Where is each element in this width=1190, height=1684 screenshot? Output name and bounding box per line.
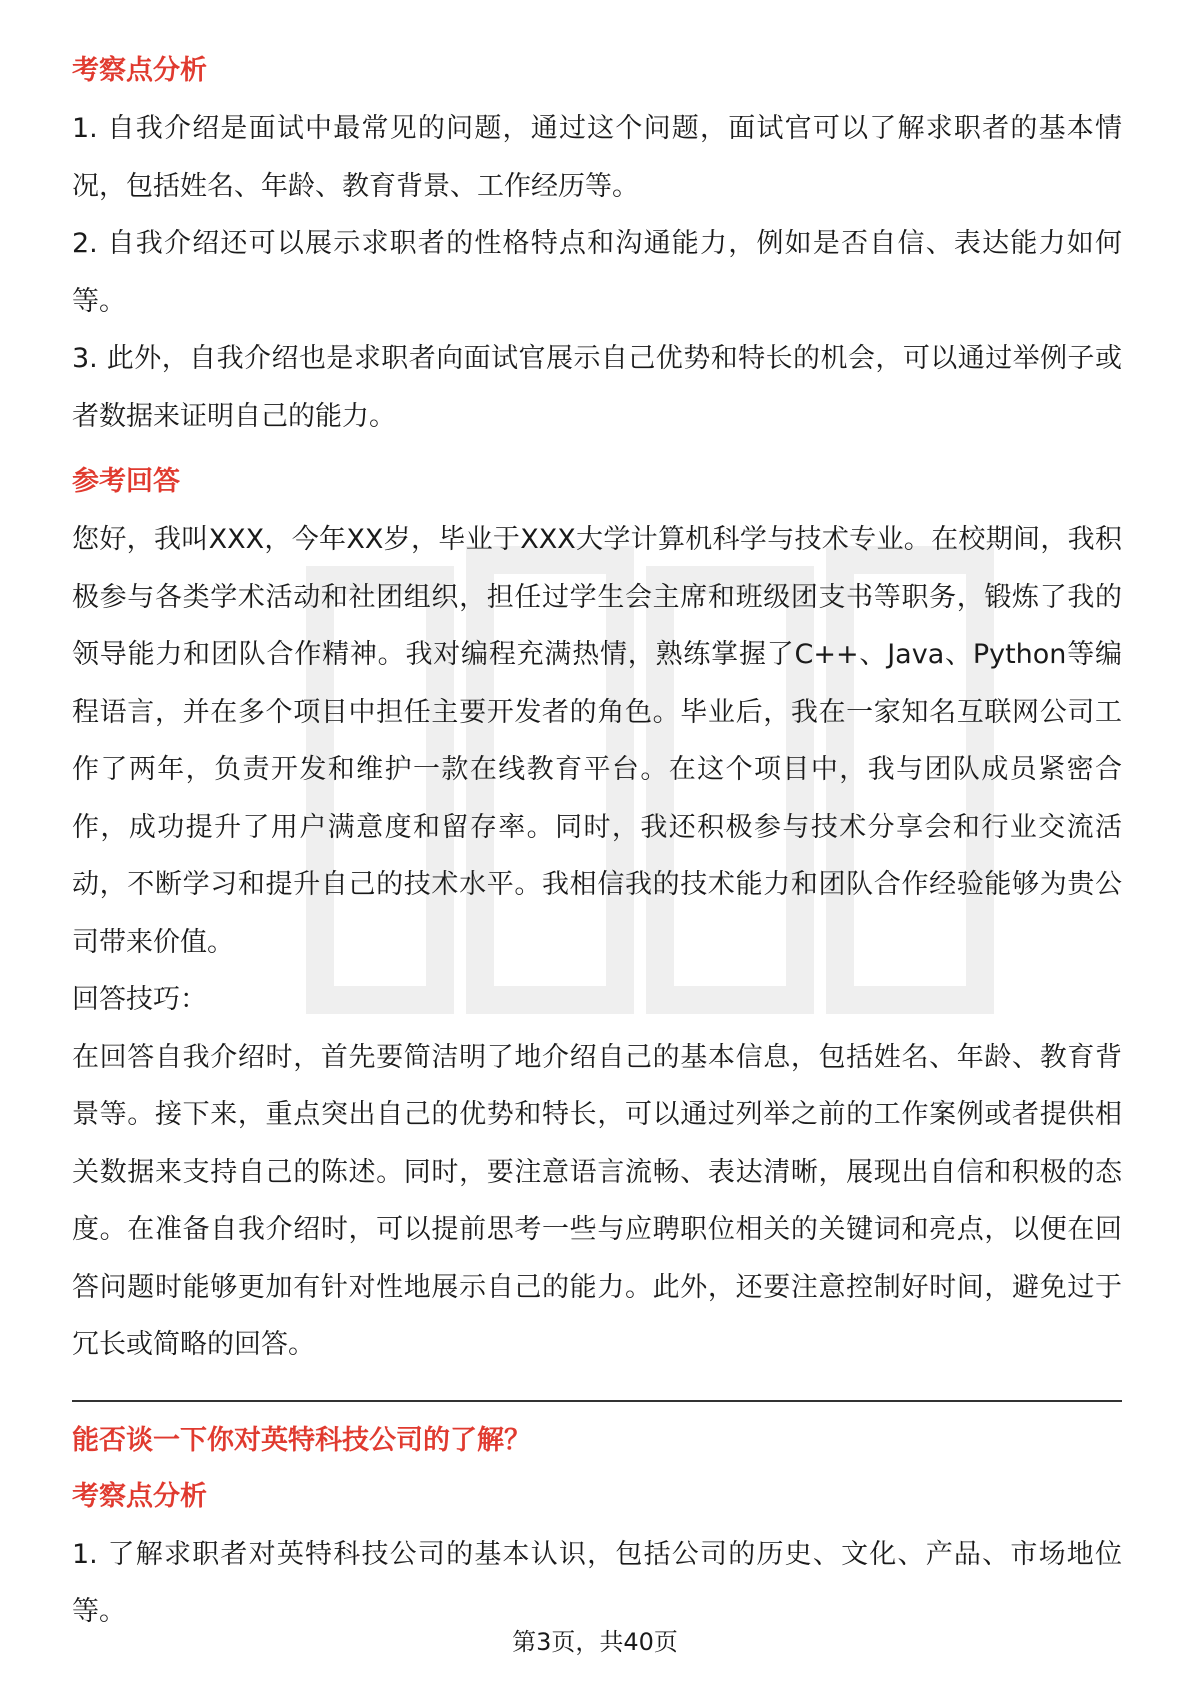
analysis-heading: 考察点分析 [72,55,207,86]
analysis-heading: 考察点分析 [72,1480,207,1512]
document-page [72,48,1122,1641]
tips-text: 在回答自我介绍时，首先要简洁明了地介绍自己的基本信息，包括姓名、年龄、教育背景等。接下来，重点突出自己的优势和特长，可以通过列举之前的工作案例或者提供相关数据来支持自己的陈述。同时，要注意语言流畅、表达清晰，展现出自信和积极的态度。在准备自我介绍时，可以提前思考一些与应聘职位相关的关键词和亮点，以便在回答问题时能够更加有针对性地展示自己的能力。此外，还要注意控制好时间，避免过于冗长或简略的回答。 [72,1041,1122,1360]
analysis-item: 2. 自我介绍还可以展示求职者的性格特点和沟通能力，例如是否自信、表达能力如何等。 [72,228,1122,317]
tips-label: 回答技巧： [72,984,207,1015]
analysis-item: 1. 了解求职者对英特科技公司的基本认识，包括公司的历史、文化、产品、市场地位等。 [72,1538,1122,1627]
answer-heading: 参考回答 [72,466,180,497]
analysis-item: 3. 此外，自我介绍也是求职者向面试官展示自己优势和特长的机会，可以通过举例子或者数据来证明自己的能力。 [72,343,1122,432]
analysis-item: 1. 自我介绍是面试中最常见的问题，通过这个问题，面试官可以了解求职者的基本情况，包括姓名、年龄、教育背景、工作经历等。 [72,113,1122,202]
question-heading: 能否谈一下你对英特科技公司的了解？ [72,1424,531,1456]
page-number: 第3页，共40页 [512,1628,678,1656]
answer-text: 您好，我叫XXX，今年XX岁，毕业于XXX大学计算机科学与技术专业。在校期间，我积极参与各类学术活动和社团组织，担任过学生会主席和班级团支书等职务，锻炼了我的领导能力和团队合作精神。我对编程充满热情，熟练掌握了C++、Java、Python等编程语言，并在多个项目中担任主要开发者的角色。毕业后，我在一家知名互联网公司工作了两年，负责开发和维护一款在线教育平台。在这个项目中，我与团队成员紧密合作，成功提升了用户满意度和留存率。同时，我还积极参与技术分享会和行业交流活动，不断学习和提升自己的技术水平。我相信我的技术能力和团队合作经验能够为贵公司带来价值。 [72,524,1122,958]
